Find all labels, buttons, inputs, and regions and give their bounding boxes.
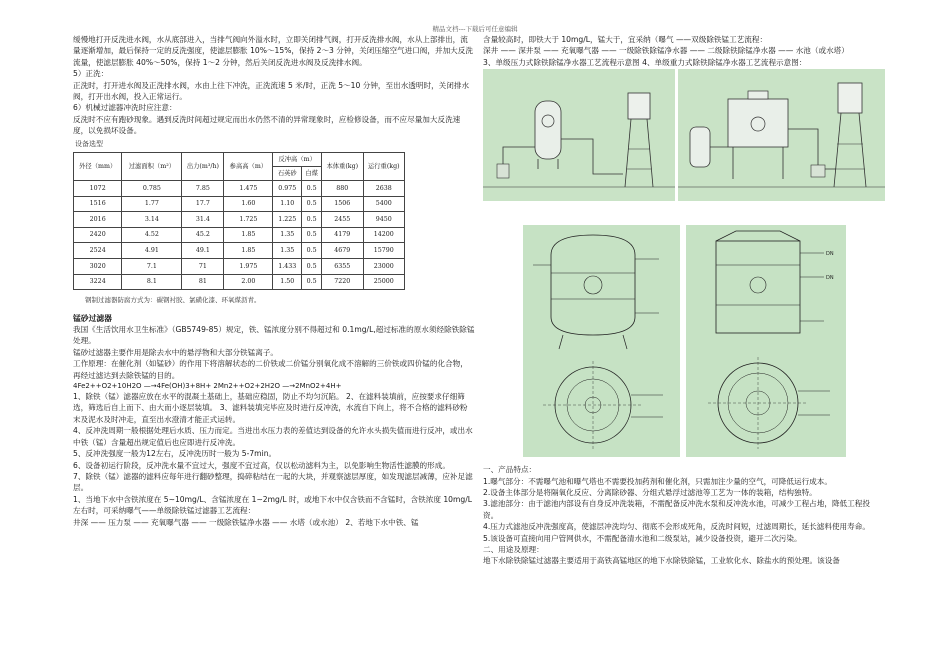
table-cell: 0.5	[302, 196, 322, 212]
col-subheader: 白煤	[302, 167, 322, 181]
paragraph: 1、当地下水中含铁浓度在 5~10mg/L、含锰浓度在 1~2mg/L 时，或地下水中仅含铁而不含锰时，含铁浓度 10mg/L 左右时，可采纳曝气——单级除铁锰过滤器工艺流程：	[73, 494, 473, 516]
paragraph: 4、反冲洗周期一般根据处理后水质、压力而定。当进出水压力表的差值达到设备的允许水头损失值而进行反冲，或出水中铁（锰）含量超出规定值后也应即进行反冲洗。	[73, 426, 473, 447]
paragraph-backwash: 缓慢地打开反洗进水阀，水从底部进入，当排气阀向外溢水时，立即关闭排气阀，打开反洗排水阀，水从上部排出，流量逐渐增加，最后保持一定的反洗强度，使滤层膨胀 10%～15%，保持 2～3 分钟，关闭压缩空气进口阀，并加大反洗流量，使滤层膨胀 40%～50%，保持 1～2 分钟，然后关闭反洗进水阀及反洗排水阀。	[73, 35, 473, 67]
paragraph: 井深 —— 压力泵 —— 充氧曝气器 —— 一级除铁锰净水器 —— 水塔（或水池） 2、若地下水中铁、锰	[73, 517, 419, 527]
pressure-process-figure	[483, 69, 675, 201]
tank-elevation-plan-b	[686, 225, 846, 457]
table-cell: 31.4	[182, 212, 224, 228]
col-header: 运行重(kg)	[363, 153, 405, 181]
feature-item: 5.该设备可直接向用户管网供水，不需配备清水池和二级泵站，减少设备投资，避开二次污染。	[483, 533, 802, 543]
page-header: 精品文档---下载后可任意编辑	[432, 25, 518, 33]
table-cell: 2455	[322, 212, 363, 228]
dn-label: DN	[825, 275, 834, 282]
table-cell: 9450	[363, 212, 405, 228]
figure-captions: 3、单级压力式除铁除锰净水器工艺流程示意图 4、单级重力式除铁除锰净水器工艺流程示意图：	[483, 57, 807, 67]
table-cell: 1.225	[273, 212, 302, 228]
table-cell: 49.1	[182, 243, 224, 259]
table-cell: 1.77	[122, 196, 182, 212]
table-cell: 5400	[363, 196, 405, 212]
table-title: 设备选型	[75, 139, 103, 148]
table-cell: 2420	[74, 227, 122, 243]
table-cell: 1.60	[224, 196, 273, 212]
feature-item: 2.设备主体部分是将隔氧化反应、分离除砂器、分组式悬浮过滤池等工艺为一体的装箱，结构独特。	[483, 488, 817, 498]
table-cell: 1516	[74, 196, 122, 212]
table-cell: 1.35	[273, 227, 302, 243]
table-cell: 1.975	[224, 259, 273, 275]
paragraph: 锰砂过滤器主要作用是除去水中的悬浮物和大部分铁锰离子。	[73, 347, 279, 357]
table-cell: 2.00	[224, 274, 273, 290]
table-cell: 14200	[363, 227, 405, 243]
scope-paragraph: 地下水除铁除锰过滤器主要适用于高铁高锰地区的地下水除铁除锰，工业软化水、除盐水的预处理。该设备	[483, 556, 840, 566]
table-cell: 1.433	[273, 259, 302, 275]
table-cell: 0.5	[302, 259, 322, 275]
process-figures-row	[483, 69, 885, 201]
filter-tank-drawing-a	[523, 225, 680, 457]
table-cell: 1506	[322, 196, 363, 212]
col-header: 过滤面积（m²）	[122, 153, 182, 181]
table-row	[74, 243, 405, 259]
table-cell: 3020	[74, 259, 122, 275]
paragraph: 1、除铁（锰）滤器应放在水平的混凝土基础上，基础应稳固，防止不均匀沉陷。 2、在滤料装填前，应按要求仔细筛选，筛选后自上而下、由大而小逐层装填。 3、滤料装填完毕应及时进行反冲洗，水流自下向上，将不合格的滤料砂粉末及泥水及时冲走，直至出水澄清才能正式运转。	[73, 392, 468, 424]
tank-drawings-row	[483, 225, 885, 457]
table-cell: 0.5	[302, 243, 322, 259]
table-cell: 7220	[322, 274, 363, 290]
reaction-equation: 4Fe2++O2+10H2O —→4Fe(OH)3+8H+ 2Mn2++O2+2H2O —→2MnO2+4H+	[73, 382, 342, 391]
table-cell: 2016	[74, 212, 122, 228]
gravity-process-figure	[678, 69, 885, 201]
right-column	[483, 34, 885, 567]
table-cell: 1.10	[273, 196, 302, 212]
table-cell: 7.1	[122, 259, 182, 275]
scope-title: 二、用途及原理：	[483, 545, 544, 555]
table-cell: 3224	[74, 274, 122, 290]
table-cell: 2524	[74, 243, 122, 259]
equipment-table	[73, 152, 405, 290]
paragraph: 7、除铁（锰）滤器的滤料应每年进行翻砂整理，捣碎粘结在一起的大块，并观察滤层厚度，如发现滤层减薄，应补足滤层。	[73, 471, 473, 493]
table-cell: 4179	[322, 227, 363, 243]
table-cell: 0.5	[302, 181, 322, 197]
paragraph: 6、设备初运行阶段，反冲洗水量不宜过大，强度不宜过高，仅以松动滤料为主，以免影响生物活性滤膜的形成。	[73, 460, 450, 470]
dn-label: DN	[825, 251, 834, 258]
table-cell: 0.975	[273, 181, 302, 197]
paragraph-rinse: 正洗时，打开进水阀及正洗排水阀，水由上往下冲洗，正洗流速 5 米/时，正洗 5～10 分钟，至出水透明时，关闭排水阀，打开出水阀，投入正常运行。	[73, 80, 470, 102]
table-cell: 1072	[74, 181, 122, 197]
paragraph-notes: 反洗时不应有跑砂现象。遇到反洗时间超过规定而出水仍然不清的异常现象时，应检修设备，而不应尽量加大反洗速度，以免损坏设备。	[73, 114, 461, 136]
table-cell: 4679	[322, 243, 363, 259]
feature-item: 3.滤池部分：由于滤池内部设有自身反冲洗装箱，不需配备反冲洗水泵和反冲洗水池，可减少工程占地，降低工程投资。	[483, 499, 870, 520]
filter-tank-drawing-b	[686, 225, 846, 457]
table-cell: 4.91	[122, 243, 182, 259]
table-cell: 6355	[322, 259, 363, 275]
tank-elevation-plan-a	[523, 225, 680, 457]
table-row	[74, 196, 405, 212]
table-cell: 15790	[363, 243, 405, 259]
table-cell: 45.2	[182, 227, 224, 243]
table-cell: 4.52	[122, 227, 182, 243]
col-subheader: 石英砂	[273, 167, 302, 181]
left-column	[73, 34, 475, 528]
table-cell: 25000	[363, 274, 405, 290]
heading-notes: 6）机械过滤器冲洗时应注意：	[73, 103, 177, 113]
table-row	[74, 227, 405, 243]
process-flow: 深井 —— 深井泵 —— 充氧曝气器 —— 一级除铁除锰净水器 —— 二级除铁除锰净水器 —— 水池（或水塔）	[483, 46, 849, 56]
table-cell: 3.14	[122, 212, 182, 228]
table-cell: 2638	[363, 181, 405, 197]
section-title-manganese-filter: 锰砂过滤器	[73, 313, 112, 323]
heading-rinse: 5）正洗：	[73, 69, 109, 79]
table-row	[74, 212, 405, 228]
pressure-process-drawing	[483, 69, 675, 201]
table-cell: 1.35	[273, 243, 302, 259]
table-row	[74, 274, 405, 290]
table-cell: 1.725	[224, 212, 273, 228]
table-cell: 1.85	[224, 243, 273, 259]
paragraph: 工作原理：在催化剂（如锰砂）的作用下将溶解状态的二价铁或二价锰分别氧化成不溶解的三价铁或四价锰的化合物，再经过滤达到去除铁锰的目的。	[73, 359, 468, 380]
features-title: 一、产品特点：	[483, 465, 537, 475]
table-cell: 8.1	[122, 274, 182, 290]
table-cell: 880	[322, 181, 363, 197]
table-cell: 81	[182, 274, 224, 290]
paragraph: 我国《生活饮用水卫生标准》（GB5749-85）规定，铁、锰浓度分别不得超过和 0.1mg/L,超过标准的原水须经除铁除锰处理。	[73, 325, 475, 346]
table-row	[74, 259, 405, 275]
paragraph: 5、反冲洗强度一般为12左右，反冲洗历时一般为 5-7min。	[73, 449, 277, 459]
table-cell: 1.475	[224, 181, 273, 197]
table-cell: 1.85	[224, 227, 273, 243]
table-cell: 0.5	[302, 227, 322, 243]
table-cell: 7.85	[182, 181, 224, 197]
table-row	[74, 181, 405, 197]
col-header: 反冲高（m）	[273, 153, 322, 167]
table-cell: 71	[182, 259, 224, 275]
feature-item: 1.曝气部分：不需曝气池和曝气塔也不需要投加药剂和催化剂，只需加注少量的空气，可降低运行成本。	[483, 476, 832, 486]
table-cell: 1.50	[273, 274, 302, 290]
col-header: 外径（mm）	[74, 153, 122, 181]
col-header: 出力(m³/h)	[182, 153, 224, 181]
table-body	[74, 181, 405, 290]
col-header: 参高高（m）	[224, 153, 273, 181]
paragraph: 含量较高时，即铁大于 10mg/L，锰大于，宜采纳（曝气 ——双级除铁锰工艺流程：	[483, 35, 768, 44]
table-cell: 0.785	[122, 181, 182, 197]
table-cell: 23000	[363, 259, 405, 275]
table-cell: 17.7	[182, 196, 224, 212]
gravity-process-drawing	[678, 69, 885, 201]
table-cell: 0.5	[302, 212, 322, 228]
table-cell: 0.5	[302, 274, 322, 290]
feature-item: 4.压力式滤池反冲洗强度高，使滤层冲洗均匀、彻底不会形成死角，反洗时间短，过滤周期长，延长滤料使用寿命。	[483, 522, 870, 532]
table-note: 钢制过滤器防腐方式为：碳钢衬胶、氯磺化漆、环氧煤沥青。	[85, 296, 261, 305]
col-header: 本体重(kg)	[322, 153, 363, 181]
